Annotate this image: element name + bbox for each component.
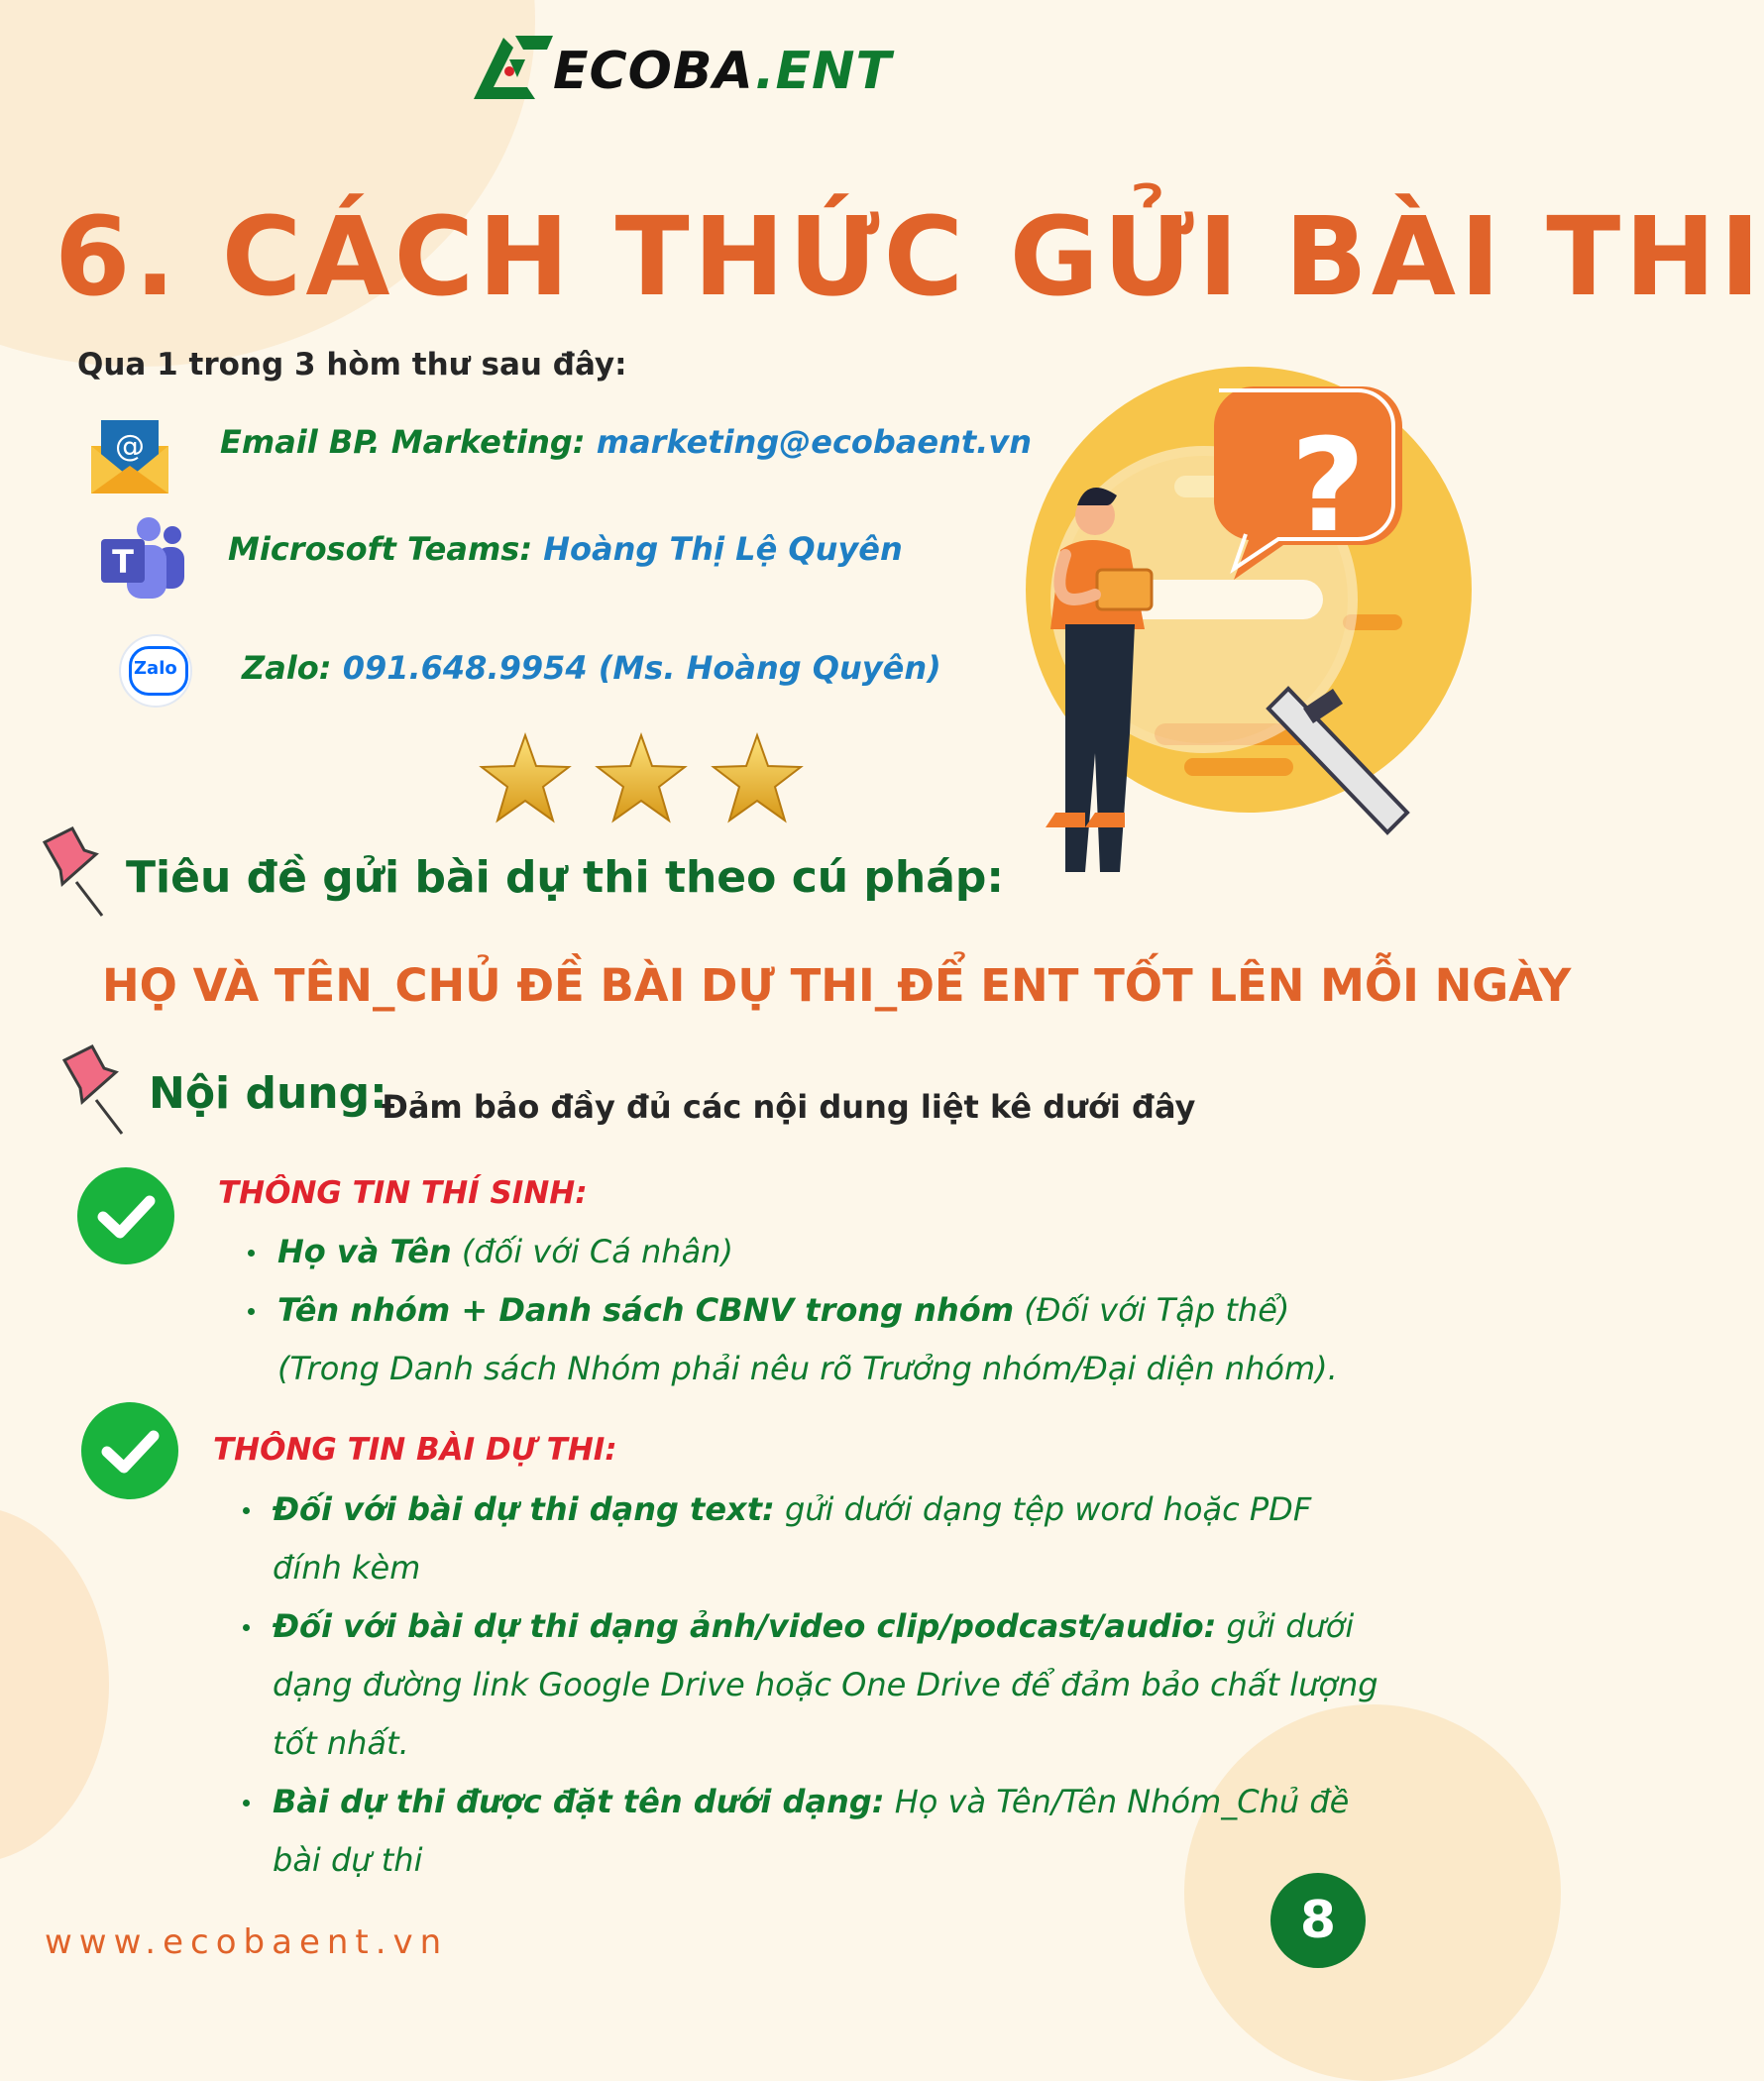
email-icon: [89, 416, 170, 495]
star-icon: [482, 735, 569, 821]
list-item: Đối với bài dự thi dạng ảnh/video clip/podcast/audio: gửi dưới dạng đường link Google Drive hoặc One Drive để đảm bảo chất lượng tốt nhất.: [273, 1597, 1387, 1773]
question-illustration: [1006, 367, 1401, 837]
contestant-info-list: [277, 1223, 1378, 1398]
page-title: 6. CÁCH THỨC GỬI BÀI THI: [55, 193, 1764, 320]
logo-mark-icon: [466, 30, 555, 109]
star-icon: [714, 735, 801, 821]
checkmark-icon: [77, 1167, 174, 1264]
logo-text: ECOBA.ENT: [553, 42, 892, 101]
section-title-entry: THÔNG TIN BÀI DỰ THI:: [213, 1432, 617, 1468]
list-item: Đối với bài dự thi dạng text: gửi dưới dạng tệp word hoặc PDF đính kèm: [273, 1480, 1387, 1597]
list-item: Bài dự thi được đặt tên dưới dạng: Họ và Tên/Tên Nhóm_Chủ đề bài dự thi: [273, 1773, 1387, 1890]
zalo-icon: Zalo: [119, 634, 192, 708]
star-icon: [598, 735, 685, 821]
list-item: Tên nhóm + Danh sách CBNV trong nhóm (Đối với Tập thể) (Trong Danh sách Nhóm phải nêu rõ Trưởng nhóm/Đại diện nhóm).: [277, 1281, 1378, 1398]
entry-info-list: [273, 1480, 1387, 1890]
svg-text:@: @: [115, 429, 145, 464]
background-shape: [0, 1506, 109, 1863]
teams-contact-name[interactable]: Hoàng Thị Lệ Quyên: [543, 530, 903, 568]
microsoft-teams-icon: [97, 515, 186, 601]
website-link[interactable]: www.ecobaent.vn: [45, 1922, 449, 1962]
content-description: Đảm bảo đầy đủ các nội dung liệt kê dưới đây: [382, 1088, 1196, 1126]
subject-heading: Tiêu đề gửi bài dự thi theo cú pháp:: [126, 852, 1005, 903]
intro-text: Qua 1 trong 3 hòm thư sau đây:: [77, 347, 627, 383]
contact-email: Email BP. Marketing: marketing@ecobaent.vn: [220, 423, 1032, 461]
svg-text:T: T: [112, 543, 134, 581]
pushpin-icon: [55, 1042, 134, 1137]
checkmark-icon: [81, 1402, 178, 1499]
ecoba-logo: [466, 30, 932, 109]
rating-stars: [476, 733, 813, 827]
email-link[interactable]: marketing@ecobaent.vn: [596, 423, 1032, 461]
pushpin-icon: [35, 824, 114, 919]
svg-text:?: ?: [1290, 410, 1366, 561]
subject-syntax: HỌ VÀ TÊN_CHỦ ĐỀ BÀI DỰ THI_ĐỂ ENT TỐT LÊN MỖI NGÀY: [102, 959, 1572, 1012]
zalo-phone[interactable]: 091.648.9954 (Ms. Hoàng Quyên): [342, 649, 941, 687]
contact-teams: Microsoft Teams: Hoàng Thị Lệ Quyên: [228, 530, 903, 568]
contact-zalo: Zalo: 091.648.9954 (Ms. Hoàng Quyên): [242, 649, 941, 687]
page-number: 8: [1270, 1873, 1366, 1968]
section-title-contestant: THÔNG TIN THÍ SINH:: [218, 1175, 588, 1211]
list-item: Họ và Tên (đối với Cá nhân): [277, 1223, 1378, 1281]
content-heading: Nội dung:: [149, 1068, 387, 1119]
